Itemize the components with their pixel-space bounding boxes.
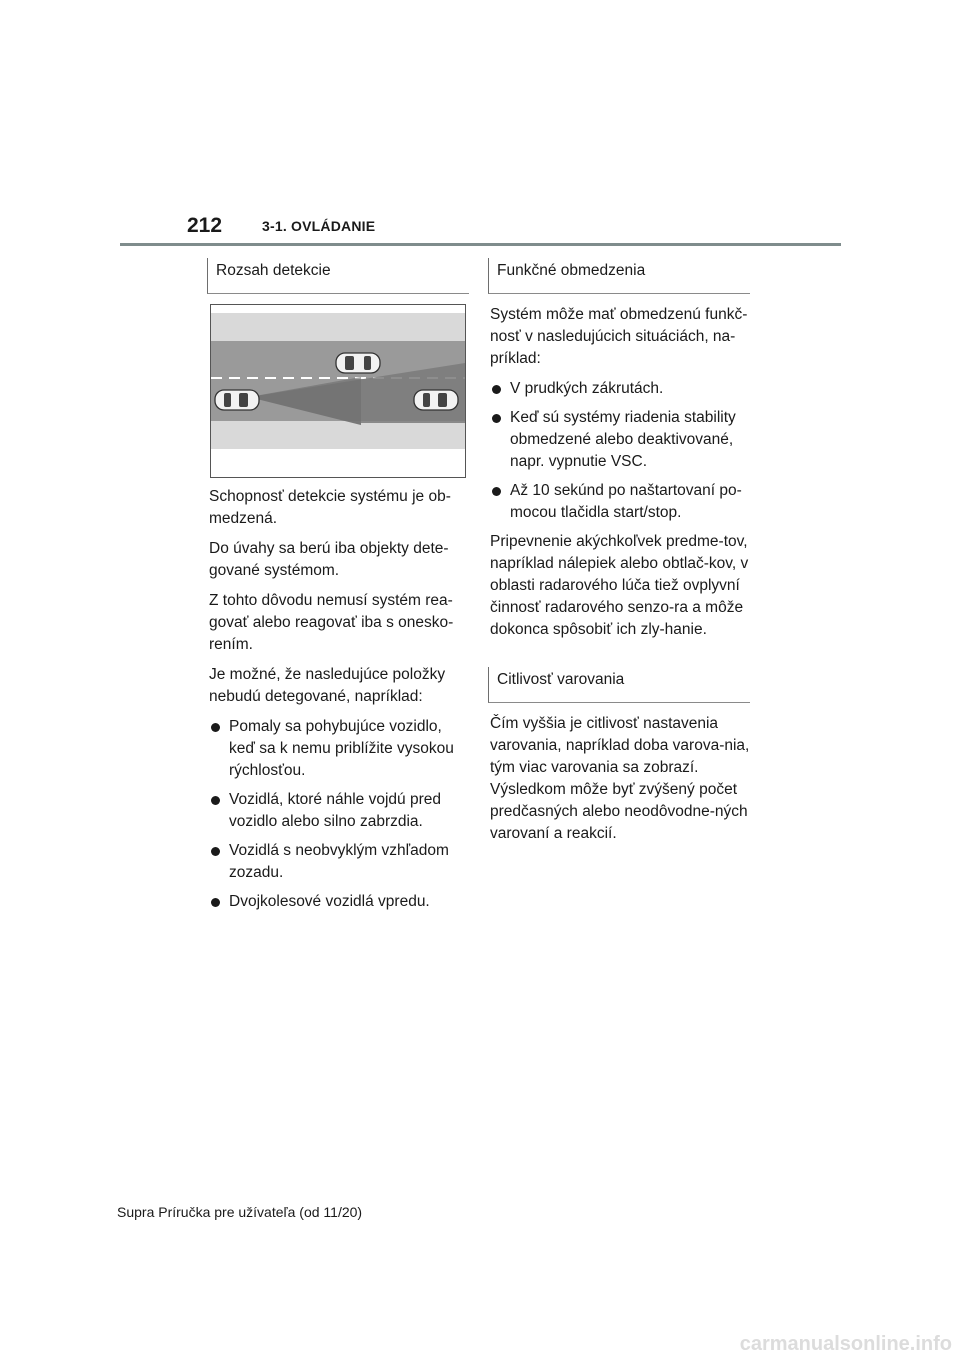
limitations-list bbox=[488, 378, 750, 524]
road-diagram bbox=[211, 305, 465, 477]
page-number: 212 bbox=[187, 214, 223, 237]
paragraph: Pripevnenie akýchkoľvek predme-tov, napríklad nálepiek alebo obtlač-kov, v oblasti radarového lúča tiež ovplyvní činnosť radarového senzo-ra a môže dokonca spôsobiť ich zly-hanie. bbox=[490, 533, 749, 638]
watermark-logo bbox=[622, 1332, 952, 1354]
list-item: Pomaly sa pohybujúce vozidlo, keď sa k nemu priblížite vysokou rýchlosťou. bbox=[209, 716, 469, 782]
paragraph: Do úvahy sa berú iba objekty dete-gované systémom. bbox=[209, 540, 449, 579]
left-column bbox=[207, 258, 469, 920]
right-column bbox=[488, 258, 750, 853]
list-item: Dvojkolesové vozidlá vpredu. bbox=[209, 891, 469, 913]
car-ahead bbox=[414, 390, 458, 410]
paragraph: Schopnosť detekcie systému je ob-medzená. bbox=[209, 488, 451, 527]
bullet-icon bbox=[492, 414, 501, 423]
detection-range-illustration bbox=[210, 304, 466, 478]
undetected-objects-list bbox=[207, 716, 469, 913]
bullet-icon bbox=[492, 385, 501, 394]
bullet-icon bbox=[211, 898, 220, 907]
heading-detection-range: Rozsah detekcie bbox=[207, 258, 469, 294]
list-item: Vozidlá, ktoré náhle vojdú pred vozidlo alebo silno zabrzdia. bbox=[209, 789, 469, 833]
bullet-icon bbox=[492, 487, 501, 496]
paragraph: Z tohto dôvodu nemusí systém rea-govať alebo reagovať iba s onesko-rením. bbox=[209, 592, 454, 653]
list-item: V prudkých zákrutách. bbox=[490, 378, 750, 400]
heading-warning-sensitivity: Citlivosť varovania bbox=[488, 667, 750, 703]
bullet-icon bbox=[211, 796, 220, 805]
section-title: 3-1. OVLÁDANIE bbox=[262, 218, 376, 234]
svg-text:carmanualsonline.info: carmanualsonline.info bbox=[739, 1333, 952, 1354]
bullet-icon bbox=[211, 847, 220, 856]
paragraph: Je možné, že nasledujúce položky nebudú detegované, napríklad: bbox=[209, 666, 446, 705]
footer-manual-title: Supra Príručka pre užívateľa (od 11/20) bbox=[117, 1204, 363, 1220]
header-rule bbox=[120, 243, 841, 246]
paragraph: Čím vyššia je citlivosť nastavenia varovania, napríklad doba varova-nia, tým viac varovania sa zobrazí. Výsledkom môže byť zvýšený počet predčasných alebo neodôvodne-ných varovaní a reakcií. bbox=[490, 715, 750, 842]
bullet-icon bbox=[211, 723, 220, 732]
ego-car bbox=[215, 390, 259, 410]
list-item: Vozidlá s neobvyklým vzhľadom zozadu. bbox=[209, 840, 469, 884]
list-item: Keď sú systémy riadenia stability obmedzené alebo deaktivované, napr. vypnutie VSC. bbox=[490, 407, 750, 473]
heading-functional-limits: Funkčné obmedzenia bbox=[488, 258, 750, 294]
car-upper-lane bbox=[336, 353, 380, 373]
paragraph: Systém môže mať obmedzenú funkč-nosť v nasledujúcich situáciách, na-príklad: bbox=[490, 306, 748, 367]
list-item: Až 10 sekúnd po naštartovaní po-mocou tlačidla start/stop. bbox=[490, 480, 750, 524]
